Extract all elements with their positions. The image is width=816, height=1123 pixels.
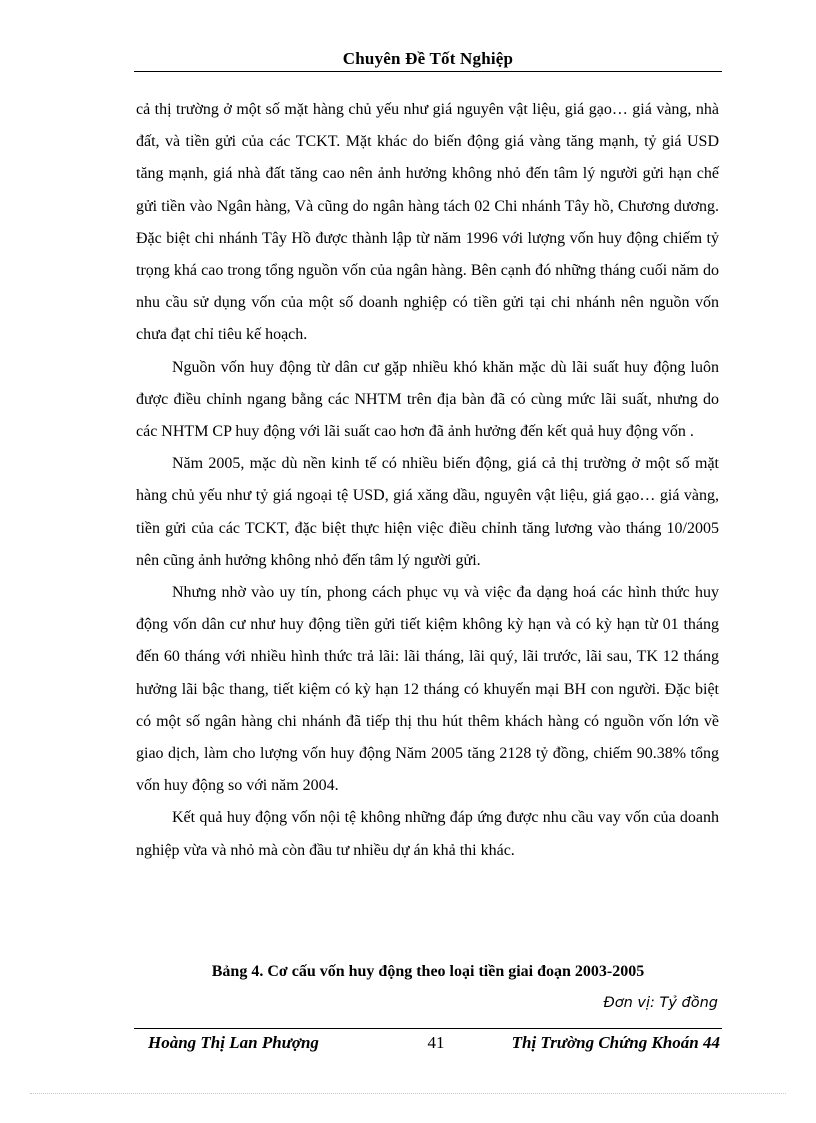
page-header-title: Chuyên Đề Tốt Nghiệp (342, 49, 514, 68)
footer-topic: Thị Trường Chứng Khoán 44 (511, 1033, 720, 1052)
body-paragraph: Kết quả huy động vốn nội tệ không những đáp ứng được nhu cầu vay vốn của doanh nghiệp vừa và nhỏ mà còn đầu tư nhiều dự án khả thi khác. (136, 809, 719, 859)
header-divider (134, 71, 722, 72)
document-body (136, 94, 719, 867)
page-edge-divider (30, 1093, 786, 1094)
body-paragraph: Nguồn vốn huy động từ dân cư gặp nhiều khó khăn mặc dù lãi suất huy động luôn được điều chỉnh ngang bằng các NHTM trên địa bàn đã có cùng mức lãi suất, nhưng do các NHTM CP huy động với lãi suất cao hơn đã ảnh hưởng đến kết quả huy động vốn . (136, 358, 719, 441)
table-caption: Bảng 4. Cơ cấu vốn huy động theo loại tiền giai đoạn 2003-2005 (211, 963, 645, 980)
body-paragraph: Năm 2005, mặc dù nền kinh tế có nhiều biến động, giá cả thị trường ở một số mặt hàng chủ yếu như tỷ giá ngoại tệ USD, giá xăng dầu, nguyên vật liệu, giá gạo… giá vàng, tiền gửi của các TCKT, đặc biệt thực hiện việc điều chỉnh tăng lương vào tháng 10/2005 nên cũng ảnh hưởng không nhỏ đến tâm lý người gửi. (136, 455, 719, 569)
body-paragraph: Nhưng nhờ vào uy tín, phong cách phục vụ và việc đa dạng hoá các hình thức huy động vốn dân cư như huy động tiền gửi tiết kiệm không kỳ hạn và có kỳ hạn từ 01 tháng đến 60 tháng với nhiều hình thức trả lãi: lãi tháng, lãi quý, lãi trước, lãi sau, TK 12 tháng hưởng lãi bậc thang, tiết kiệm có kỳ hạn 12 tháng có khuyến mại BH con người. Đặc biệt có một số ngân hàng chi nhánh đã tiếp thị thu hút thêm khách hàng có nguồn vốn lớn về giao dịch, làm cho lượng vốn huy động Năm 2005 tăng 2128 tỷ đồng, chiếm 90.38% tổng vốn huy động so với năm 2004. (136, 584, 719, 795)
footer-author: Hoàng Thị Lan Phượng (148, 1033, 319, 1052)
footer-page-number: 41 (427, 1033, 445, 1052)
footer-divider (134, 1028, 722, 1029)
table-unit-label: Đơn vị: Tỷ đồng (603, 995, 718, 1011)
body-paragraph: cả thị trường ở một số mặt hàng chủ yếu như giá nguyên vật liệu, giá gạo… giá vàng, nhà đất, và tiền gửi của các TCKT. Mặt khác do biến động giá vàng tăng mạnh, tỷ giá USD tăng mạnh, giá nhà đất tăng cao nên ảnh hưởng không nhỏ đến tâm lý người gửi hạn chế gửi tiền vào Ngân hàng, Và cũng do ngân hàng tách 02 Chi nhánh Tây hồ, Chương dương. Đặc biệt chi nhánh Tây Hồ được thành lập từ năm 1996 với lượng vốn huy động chiếm tỷ trọng khá cao trong tổng nguồn vốn của ngân hàng. Bên cạnh đó những tháng cuối năm do nhu cầu sử dụng vốn của một số doanh nghiệp có tiền gửi tại chi nhánh nên nguồn vốn chưa đạt chỉ tiêu kế hoạch. (136, 101, 719, 344)
